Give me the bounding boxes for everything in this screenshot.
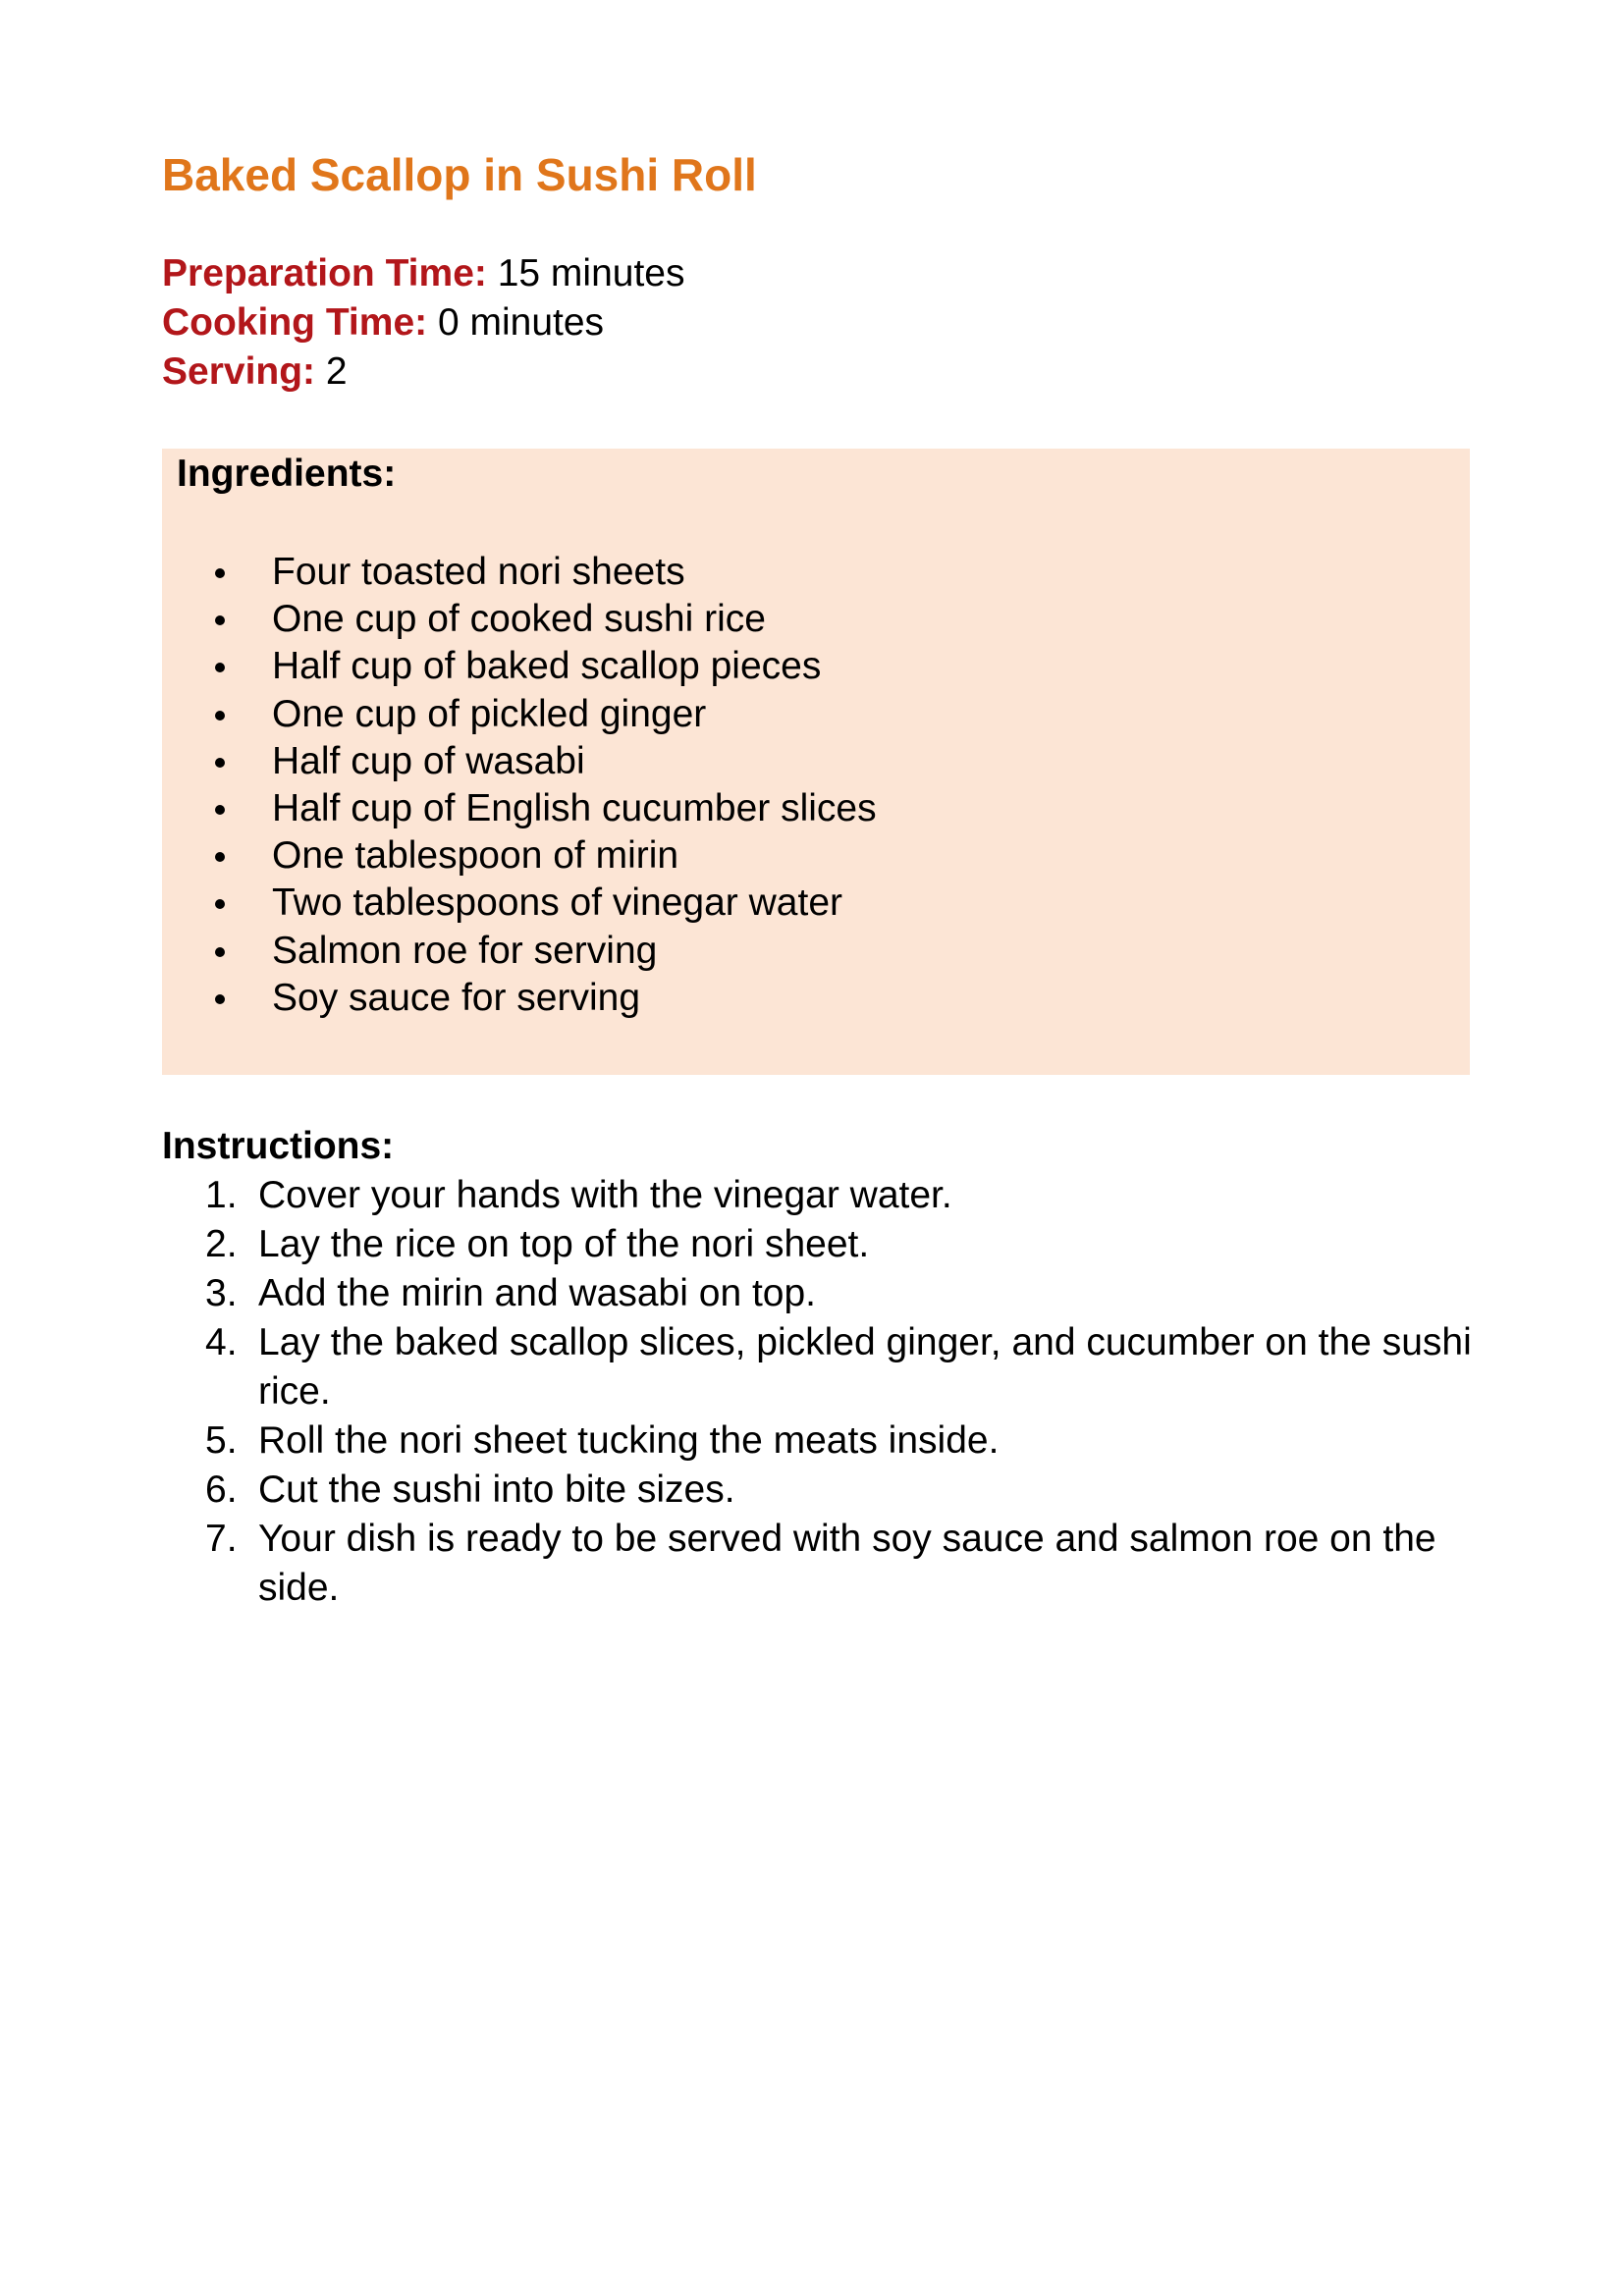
ingredient-item: Half cup of wasabi [162,738,877,785]
ingredients-list [162,549,877,1022]
instructions-list [0,1171,1473,1613]
ingredient-item: Half cup of English cucumber slices [162,785,877,832]
ingredients-box [162,449,1470,1075]
ingredient-item: Salmon roe for serving [162,928,877,975]
recipe-meta [162,249,685,397]
step-number: 7. [205,1518,238,1560]
ingredient-item: Four toasted nori sheets [162,549,877,596]
ingredient-item: Two tablespoons of vinegar water [162,880,877,927]
serving-value: 2 [325,350,348,393]
instruction-step [0,1466,1473,1515]
ingredient-item: One tablespoon of mirin [162,832,877,880]
step-text: Cut the sushi into bite sizes. [258,1468,735,1511]
step-number: 2. [205,1223,238,1265]
instruction-step [0,1416,1473,1466]
ingredient-item: Half cup of baked scallop pieces [162,643,877,690]
instructions-heading: Instructions: [162,1125,395,1167]
ingredients-heading: Ingredients: [177,453,397,495]
step-number: 3. [205,1272,238,1314]
instruction-step [0,1515,1473,1613]
step-text: Roll the nori sheet tucking the meats inside. [258,1419,1000,1462]
recipe-title: Baked Scallop in Sushi Roll [162,149,757,200]
preparation-time-value: 15 minutes [497,252,685,294]
instruction-step [0,1220,1473,1269]
step-number: 6. [205,1468,238,1511]
preparation-time-label: Preparation Time: [162,252,487,294]
ingredient-item: Soy sauce for serving [162,975,877,1022]
cooking-time-label: Cooking Time: [162,301,428,344]
serving-label: Serving: [162,350,316,393]
cooking-time-row [162,298,685,347]
ingredient-item: One cup of cooked sushi rice [162,596,877,643]
preparation-time-row [162,249,685,298]
cooking-time-value: 0 minutes [437,301,605,344]
step-number: 1. [205,1174,238,1216]
ingredient-item: One cup of pickled ginger [162,691,877,738]
step-text: Add the mirin and wasabi on top. [258,1272,817,1314]
step-text: Cover your hands with the vinegar water. [258,1174,952,1216]
instruction-step [0,1318,1473,1416]
step-number: 5. [205,1419,238,1462]
step-number: 4. [205,1321,238,1363]
step-text: Lay the baked scallop slices, pickled ginger, and cucumber on the sushi rice. [258,1321,1472,1413]
step-text: Your dish is ready to be served with soy sauce and salmon roe on the side. [258,1518,1436,1609]
instruction-step [0,1269,1473,1318]
instruction-step [0,1171,1473,1220]
serving-row [162,347,685,397]
step-text: Lay the rice on top of the nori sheet. [258,1223,870,1265]
